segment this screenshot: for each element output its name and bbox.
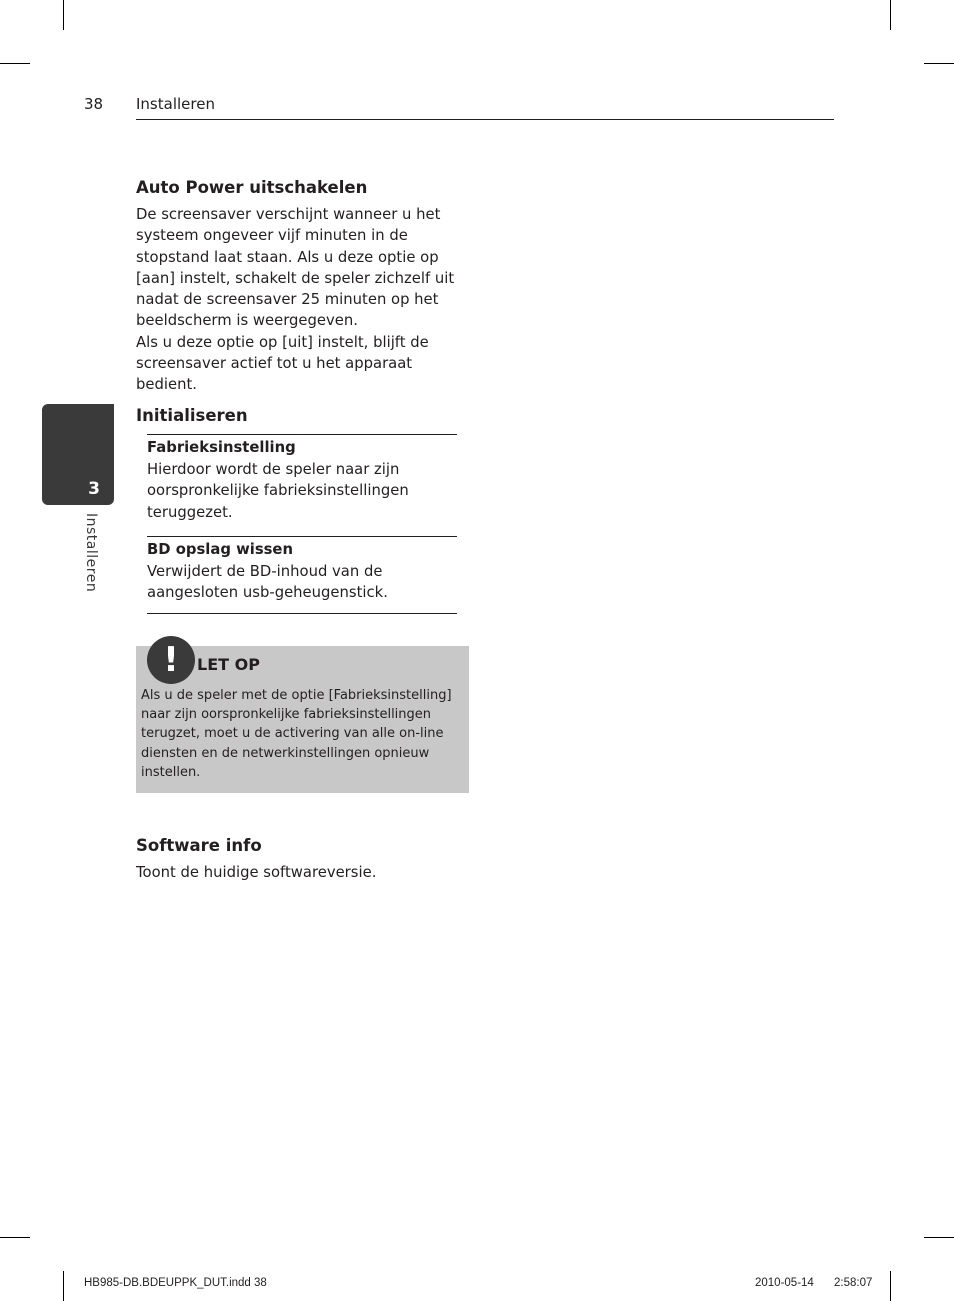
crop-mark (0, 63, 30, 64)
crop-mark (924, 1237, 954, 1238)
crop-mark (63, 1271, 64, 1301)
option-divider (147, 434, 457, 435)
page-number: 38 (84, 95, 104, 113)
footer-file-name: HB985-DB.BDEUPPK_DUT.indd 38 (84, 1277, 267, 1289)
option-title-fabrieksinstelling: Fabrieksinstelling (147, 439, 296, 456)
exclamation-icon: ! (147, 636, 195, 684)
header-divider (136, 119, 834, 120)
chapter-number: 3 (88, 479, 100, 499)
auto-power-paragraph-1: De screensaver verschijnt wanneer u het systeem ongeveer vijf minuten in de stopstand laat staan. Als u deze optie op [aan] instelt, schakelt de speler zichzelf uit nadat de screensaver 25 minuten op het beeldscherm is weergegeven. (136, 206, 455, 330)
crop-mark (890, 1271, 891, 1301)
option-description-fabrieksinstelling: Hierdoor wordt de speler naar zijn oorspronkelijke fabrieksinstellingen teruggezet. (147, 461, 409, 521)
option-description-bd-opslag-wissen: Verwijdert de BD-inhoud van de aangesloten usb-geheugenstick. (147, 563, 388, 602)
caution-note-text: Als u de speler met de optie [Fabrieksinstelling] naar zijn oorspronkelijke fabrieksinstellingen terugzet, moet u de activering van alle on-line diensten en de netwerkinstellingen opnieuw instellen. (141, 688, 452, 780)
auto-power-heading: Auto Power uitschakelen (136, 178, 368, 197)
initialiseren-heading: Initialiseren (136, 406, 248, 425)
option-divider (147, 613, 457, 614)
chapter-label: Installeren (83, 513, 99, 593)
footer-time: 2:58:07 (834, 1277, 873, 1289)
option-divider (147, 536, 457, 537)
footer-date: 2010-05-14 (755, 1277, 814, 1289)
auto-power-text (136, 204, 472, 396)
software-info-heading: Software info (136, 836, 262, 855)
auto-power-paragraph-2: Als u deze optie op [uit] instelt, blijft de screensaver actief tot u het apparaat bedient. (136, 333, 429, 394)
option-title-bd-opslag-wissen: BD opslag wissen (147, 541, 294, 558)
software-info-text: Toont de huidige softwareversie. (136, 864, 377, 881)
crop-mark (0, 1237, 30, 1238)
chapter-tab (42, 404, 114, 505)
crop-mark (63, 0, 64, 30)
crop-mark (924, 63, 954, 64)
crop-mark (890, 0, 891, 30)
caution-note-title: LET OP (197, 655, 260, 674)
header-section-title: Installeren (136, 95, 215, 113)
